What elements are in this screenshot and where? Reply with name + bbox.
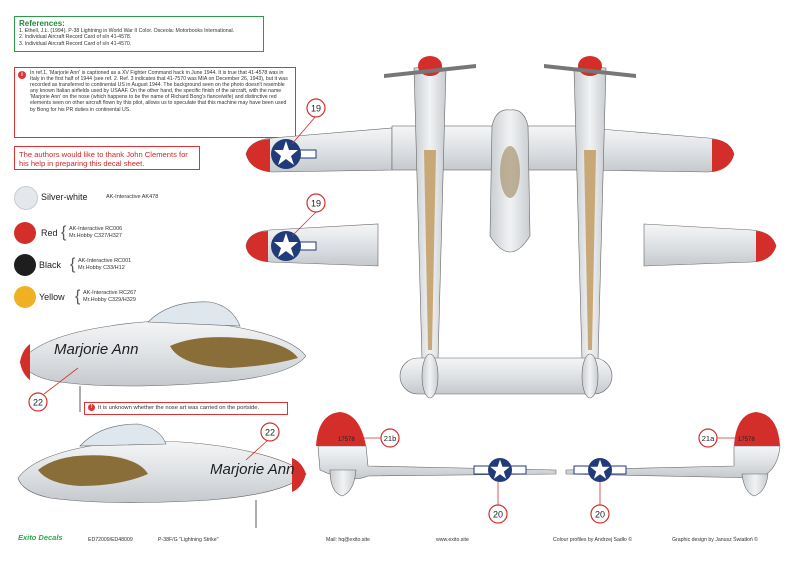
svg-text:19: 19 (310, 103, 322, 114)
color-code: AK-Interactive RC267 (83, 290, 137, 296)
color-name: Yellow (39, 292, 65, 302)
reference-line: 3. Individual Aircraft Record Card of s/n 41-4570. (19, 40, 132, 47)
nose-profile-port (18, 424, 306, 528)
nose-profile-starboard (20, 302, 306, 412)
callout-20-left (489, 482, 507, 523)
wingtip-red (246, 231, 268, 262)
reference-line: 2. Individual Aircraft Record Card of s/n 41-4578. (19, 34, 132, 41)
svg-text:19: 19 (310, 198, 322, 209)
serial-number: 17578 (338, 437, 355, 443)
left-fin (422, 354, 438, 398)
brace-icon: { (70, 256, 76, 273)
brace-icon: { (61, 224, 67, 241)
warning-text: It is unknown whether the nose art was carried on the portside. (98, 405, 260, 411)
reference-line: 1. Ethell, J.L. (1994). P-38 Lightning in World War II Color. Osceola: Motorbooks International. (19, 28, 235, 34)
footer-title: P-38F/G "Lightning Strike" (158, 537, 219, 543)
callout-21b (362, 429, 399, 447)
color-code: Mr.Hobby C33/H12 (78, 265, 125, 271)
wingtip-red (246, 139, 270, 172)
svg-text:21a: 21a (701, 434, 715, 443)
footer-design: Graphic design by Janusz Światłoń © (672, 537, 759, 543)
lower-fin (330, 470, 356, 496)
color-name: Silver-white (41, 192, 88, 202)
tail-boom-left (316, 412, 556, 496)
star-insignia (474, 458, 526, 482)
footer-profiles: Colour profiles by Andrzej Sadło © (553, 537, 633, 543)
history-note-text: In ref.1, 'Marjorie Ann' is captioned as a XV Fighter Command hack in June 1944. It is true that 41-4578 was in Italy in the first half of 1944 (see ref. 2. Ref. 3 indicates that 41-7570 was MIA on December 26, 1943), but it was recorded as transferred to continental US in August 1944. The background seen on the photo doesn't resemble any known Italian airfields used by USAAF. On the other hand, the specific finish of the aircraft, with the name 'Marjorie Ann' on the nose (which happens to be the name of Richard Bong's fiance/wife) and distinctive red elements seen on other aircraft flown by this pilot, allows us to speculate that this machine may have been used by Bong for his PR duties in continental US. (30, 70, 288, 113)
footer-codes: ED72009/ED48009 (88, 537, 133, 543)
color-code: AK-Interactive RC001 (78, 258, 132, 264)
color-code: Mr.Hobby C329/H329 (83, 297, 136, 303)
star-insignia (574, 458, 626, 482)
color-code: AK-Interactive RC006 (69, 226, 123, 232)
color-name: Red (41, 228, 58, 238)
canopy (80, 424, 166, 446)
nose-art-text: Marjorie Ann (210, 461, 295, 478)
exito-logo: Exito Decals (18, 533, 63, 542)
thanks-note: The authors would like to thank John Clements for his help in preparing this decal sheet. (14, 146, 200, 170)
svg-text:22: 22 (32, 397, 44, 408)
lower-fin (742, 474, 768, 496)
canopy (148, 302, 240, 326)
color-name: Black (39, 260, 62, 270)
callout-21a (699, 429, 736, 447)
right-fin (582, 354, 598, 398)
color-code: Mr.Hobby C327/H327 (69, 233, 122, 239)
footer-mail: Mail: hq@exito.site (326, 537, 370, 543)
wingtip-red (712, 139, 734, 172)
references-heading: References: (19, 19, 65, 28)
wingtip-red (756, 231, 776, 262)
brace-icon: { (75, 288, 81, 305)
svg-text:20: 20 (594, 509, 606, 520)
tail-boom-right (566, 412, 780, 496)
canopy (500, 146, 520, 198)
serial-number: 17578 (738, 437, 755, 443)
svg-text:22: 22 (264, 427, 276, 438)
svg-text:21b: 21b (383, 434, 397, 443)
svg-text:20: 20 (492, 509, 504, 520)
color-code: AK-Interactive AK478 (106, 194, 159, 200)
nose-tip-red (20, 344, 30, 380)
callout-20-right (591, 482, 609, 523)
nose-art-text: Marjorie Ann (54, 341, 139, 358)
warning-icon: ! (88, 404, 95, 411)
footer-web: www.exito.site (436, 537, 469, 543)
info-icon: i (18, 71, 26, 79)
